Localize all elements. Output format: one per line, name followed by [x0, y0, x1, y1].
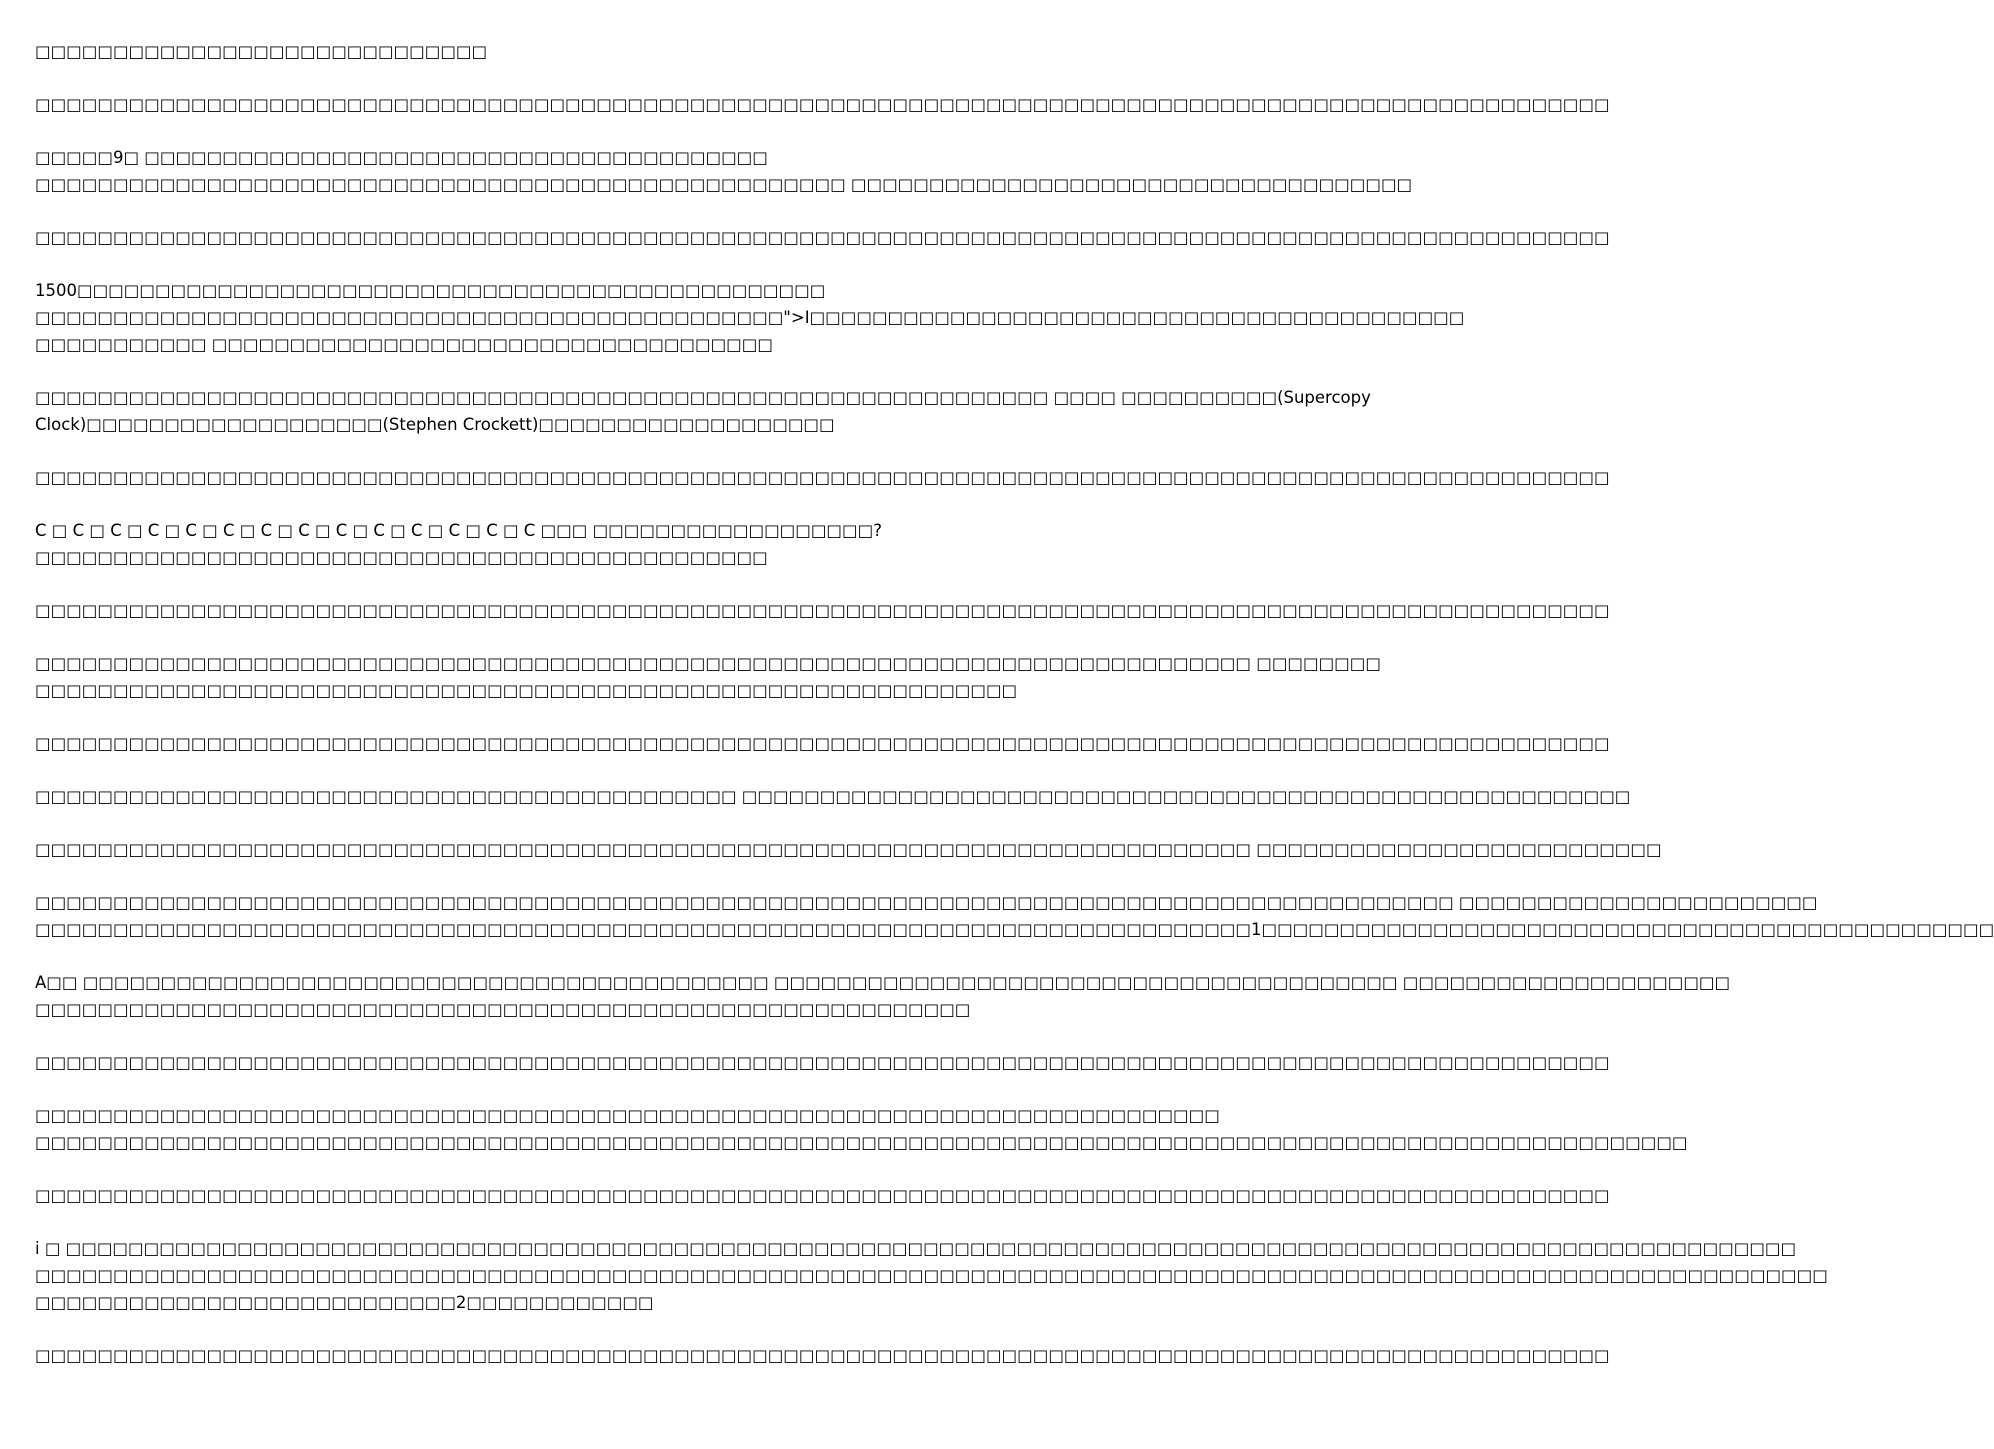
text-line: □□□□□□□□□□□□□□□□□□□□□□□□□□□□□□□□□□□□□□□□□□□□□□□	[35, 548, 768, 567]
paragraph-16	[35, 1049, 1610, 1076]
paragraph-19	[35, 1235, 1828, 1316]
paragraph-13	[35, 836, 1662, 863]
text-line: □□□□□□□□□□□□□□□□□□□□□□□□□□□□□□□□□□□□□□□□□□□□□□□□">I□□□□□□□□□□□□□□□□□□□□□□□□□□□□□□□□□□□□□□□□□□	[35, 308, 1465, 327]
paragraph-17	[35, 1102, 1688, 1156]
paragraph-5	[35, 277, 1465, 358]
text-line: Clock)□□□□□□□□□□□□□□□□□□□(Stephen Crockett)□□□□□□□□□□□□□□□□□□□	[35, 415, 835, 434]
document-body	[35, 38, 1994, 1395]
text-line: □□□□□□□□□□□□□□□□□□□□□□□□□□□□□□□□□□□□□□□□□□□□□□□□□□□□□□□□□□□□□□□□□ □□□□ □□□□□□□□□□(Supercopy	[35, 388, 1371, 407]
text-line: □□□□□□□□□□□□□□□□□□□□□□□□□□□□□□□□□□□□□□□□□□□□□□□□□□□□□□□□□□□□	[35, 1000, 971, 1019]
text-line: □□□□□□□□□□□□□□□□□□□□□□□□□□□□□□□□□□□□□□□□□□□□□□□□□□□□□□□□□□□□□□□□□□□□□□□□□□□□□□□□□□□□□□□□□□□□□□□□□□□□□□□□□□□□□□□□□□□	[35, 1266, 1828, 1285]
text-line: □□□□□□□□□□□□□□□□□□□□□□□□□□□□□□□□□□□□□□□□□□□□□□□□□□□□ □□□□□□□□□□□□□□□□□□□□□□□□□□□□□□□□□□□□	[35, 175, 1413, 194]
paragraph-7	[35, 464, 1610, 491]
text-line: □□□□□□□□□□□□□□□□□□□□□□□□□□□□□□□□□□□□□□□□□□□□□□□□□□□□□□□□□□□□□□□□□□□□□□□□□□□□□□1□□□□□□□□□□□□□□□□□□□□□□□□□□□□□□□□□□□□□□□□□□□□□□□	[35, 920, 1994, 939]
text-line: □□□□□□□□□□□□□□□□□□□□□□□□□□□□□□□□□□□□□□□□□□□□□□□□□□□□□□□□□□□□□□□□□□□□□□□□□□□□□□□□□□□□□□□□□□□□□□□□□□□□□□□□□□	[35, 1133, 1688, 1152]
text-line: □□□□□9□ □□□□□□□□□□□□□□□□□□□□□□□□□□□□□□□□□□□□□□□□	[35, 148, 768, 167]
text-line: □□□□□□□□□□□□□□□□□□□□□□□□□□□□□□□□□□□□□□□□□□□□□□□□□□□□□□□□□□□□□□□□□□□□□□□□□□□□□□□□□□□□□□□□□□□□□□□□□□□□□	[35, 601, 1610, 620]
text-line: □□□□□□□□□□□□□□□□□□□□□□□□□□□2□□□□□□□□□□□□	[35, 1293, 654, 1312]
text-line: □□□□□□□□□□□□□□□□□□□□□□□□□□□□□□□□□□□□□□□□□□□□□□□□□□□□□□□□□□□□□□□□□□□□□□□□□□□□□□□□□□□□□□□□□□□□□□□□□□□□□	[35, 95, 1610, 114]
text-line: □□□□□□□□□□□□□□□□□□□□□□□□□□□□□□□□□□□□□□□□□□□□□□□□□□□□□□□□□□□□□□□□□□□□□□□□□□□□	[35, 1106, 1220, 1125]
paragraph-12	[35, 783, 1631, 810]
text-line: □□□□□□□□□□□□□□□□□□□□□□□□□□□□□□□□□□□□□□□□□□□□□□□□□□□□□□□□□□□□□□□	[35, 681, 1018, 700]
paragraph-11	[35, 730, 1610, 757]
text-line: i □ □□□□□□□□□□□□□□□□□□□□□□□□□□□□□□□□□□□□□□□□□□□□□□□□□□□□□□□□□□□□□□□□□□□□□□□□□□□□□□□□□□□□□□□□□□□□□□□□□□□□□□□□□□□□□□□	[35, 1239, 1797, 1258]
text-line: □□□□□□□□□□□ □□□□□□□□□□□□□□□□□□□□□□□□□□□□□□□□□□□□	[35, 335, 773, 354]
text-line: □□□□□□□□□□□□□□□□□□□□□□□□□□□□□□□□□□□□□□□□□□□□□□□□□□□□□□□□□□□□□□□□□□□□□□□□□□□□□□□□□□□□□□□□□□□□□□□□□□□□□	[35, 1053, 1610, 1072]
text-line: C □ C □ C □ C □ C □ C □ C □ C □ C □ C □ C □ C □ C □ C □□□ □□□□□□□□□□□□□□□□□□?	[35, 521, 882, 540]
text-line: □□□□□□□□□□□□□□□□□□□□□□□□□□□□□□□□□□□□□□□□□□□□□ □□□□□□□□□□□□□□□□□□□□□□□□□□□□□□□□□□□□□□□□□□□□□□□□□□□□□□□□□	[35, 787, 1631, 806]
paragraph-9	[35, 597, 1610, 624]
text-line: □□□□□□□□□□□□□□□□□□□□□□□□□□□□□□□□□□□□□□□□□□□□□□□□□□□□□□□□□□□□□□□□□□□□□□□□□□□□□□ □□□□□□□□□□□□□□□□□□□□□□□□□□	[35, 840, 1662, 859]
text-line: □□□□□□□□□□□□□□□□□□□□□□□□□□□□□	[35, 42, 488, 61]
paragraph-18	[35, 1182, 1610, 1209]
paragraph-4	[35, 224, 1610, 251]
paragraph-8	[35, 517, 990, 571]
text-line: □□□□□□□□□□□□□□□□□□□□□□□□□□□□□□□□□□□□□□□□□□□□□□□□□□□□□□□□□□□□□□□□□□□□□□□□□□□□□□□□□□□□□□□□□□□□□□□□□□□□□	[35, 1346, 1610, 1365]
text-line: □□□□□□□□□□□□□□□□□□□□□□□□□□□□□□□□□□□□□□□□□□□□□□□□□□□□□□□□□□□□□□□□□□□□□□□□□□□□□□□□□□□□□□□□□□□□□□□□□□□□□	[35, 468, 1610, 487]
paragraph-3	[35, 144, 1413, 198]
text-line: □□□□□□□□□□□□□□□□□□□□□□□□□□□□□□□□□□□□□□□□□□□□□□□□□□□□□□□□□□□□□□□□□□□□□□□□□□□□□□□□□□□□□□□□□□□□□□□□□□□□□	[35, 1186, 1610, 1205]
text-line: □□□□□□□□□□□□□□□□□□□□□□□□□□□□□□□□□□□□□□□□□□□□□□□□□□□□□□□□□□□□□□□□□□□□□□□□□□□□□□□□□□□□□□□□□□□ □□□□□□□□□□□□□□□□□□□□□□□	[35, 893, 1818, 912]
paragraph-2	[35, 91, 1610, 118]
text-line: A□□ □□□□□□□□□□□□□□□□□□□□□□□□□□□□□□□□□□□□□□□□□□□□ □□□□□□□□□□□□□□□□□□□□□□□□□□□□□□□□□□□□□□□□ □□□□□□□□□□□□□□□□□□□□□	[35, 973, 1731, 992]
text-line: □□□□□□□□□□□□□□□□□□□□□□□□□□□□□□□□□□□□□□□□□□□□□□□□□□□□□□□□□□□□□□□□□□□□□□□□□□□□□□□□□□□□□□□□□□□□□□□□□□□□□	[35, 734, 1610, 753]
paragraph-14	[35, 889, 1994, 943]
paragraph-1	[35, 38, 990, 65]
paragraph-15	[35, 969, 1731, 1023]
paragraph-20	[35, 1342, 1610, 1369]
text-line: □□□□□□□□□□□□□□□□□□□□□□□□□□□□□□□□□□□□□□□□□□□□□□□□□□□□□□□□□□□□□□□□□□□□□□□□□□□□□□□□□□□□□□□□□□□□□□□□□□□□□	[35, 228, 1610, 247]
paragraph-6	[35, 384, 1371, 438]
text-line: □□□□□□□□□□□□□□□□□□□□□□□□□□□□□□□□□□□□□□□□□□□□□□□□□□□□□□□□□□□□□□□□□□□□□□□□□□□□□□ □□□□□□□□	[35, 654, 1381, 673]
text-line: 1500□□□□□□□□□□□□□□□□□□□□□□□□□□□□□□□□□□□□□□□□□□□□□□□□	[35, 281, 826, 300]
paragraph-10	[35, 650, 1381, 704]
